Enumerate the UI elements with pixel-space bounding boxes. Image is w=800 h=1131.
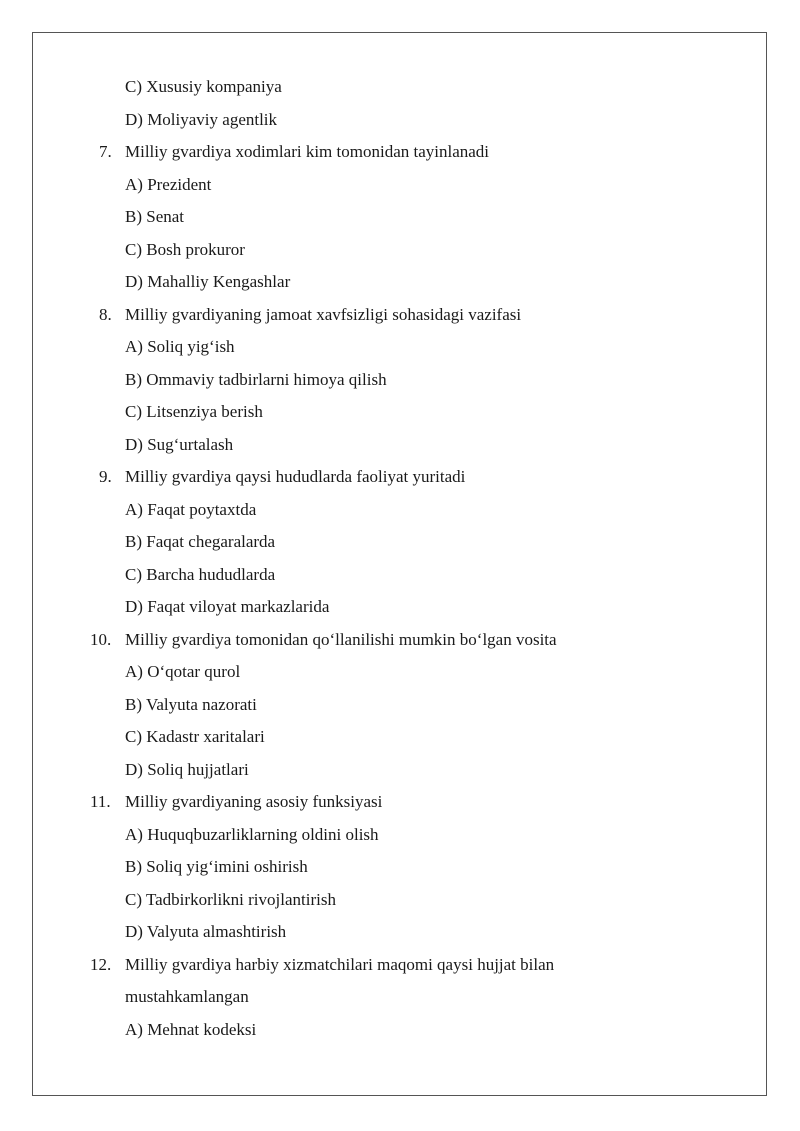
answer-option: D) Moliyaviy agentlik bbox=[125, 109, 278, 129]
question-number: 9. bbox=[99, 467, 112, 486]
answer-option: B) Faqat chegaralarda bbox=[125, 532, 276, 551]
question-line bbox=[0, 624, 800, 657]
answer-option: D) Soliq hujjatlari bbox=[125, 759, 249, 779]
question-line bbox=[0, 949, 800, 982]
question-text-continuation: mustahkamlangan bbox=[125, 987, 249, 1006]
answer-option: B) Valyuta nazorati bbox=[125, 694, 257, 714]
question-text: Milliy gvardiya qaysi hududlarda faoliyat yuritadi bbox=[125, 467, 466, 486]
question-line bbox=[0, 786, 800, 819]
question-text: Milliy gvardiya xodimlari kim tomonidan tayinlanadi bbox=[125, 142, 490, 161]
answer-option: C) Bosh prokuror bbox=[125, 239, 245, 259]
answer-option: B) Ommaviy tadbirlarni himoya qilish bbox=[125, 369, 387, 389]
answer-option: C) Barcha hududlarda bbox=[125, 564, 276, 584]
question-line bbox=[0, 136, 800, 169]
question-number: 10. bbox=[90, 629, 112, 649]
answer-option: A) Mehnat kodeksi bbox=[125, 1019, 257, 1039]
answer-option: A) Prezident bbox=[125, 174, 212, 194]
question-line bbox=[0, 461, 800, 494]
answer-option: C) Kadastr xaritalari bbox=[125, 727, 265, 746]
answer-option: C) Xususiy kompaniya bbox=[125, 77, 282, 96]
question-text: Milliy gvardiyaning asosiy funksiyasi bbox=[125, 792, 383, 811]
answer-option: B) Soliq yig‘imini oshirish bbox=[125, 857, 308, 876]
answer-option: C) Tadbirkorlikni rivojlantirish bbox=[125, 889, 336, 909]
question-text: Milliy gvardiya harbiy xizmatchilari maqomi qaysi hujjat bilan bbox=[125, 954, 555, 974]
document-body bbox=[0, 71, 800, 1046]
answer-option: D) Mahalliy Kengashlar bbox=[125, 272, 291, 291]
question-text: Milliy gvardiya tomonidan qo‘llanilishi mumkin bo‘lgan vosita bbox=[125, 629, 557, 649]
question-number: 12. bbox=[90, 954, 112, 974]
answer-option: A) O‘qotar qurol bbox=[125, 662, 241, 681]
answer-option: C) Litsenziya berish bbox=[125, 402, 263, 421]
question-line bbox=[0, 299, 800, 332]
answer-option: A) Soliq yig‘ish bbox=[125, 337, 235, 356]
answer-option: D) Sug‘urtalash bbox=[125, 434, 234, 454]
answer-option: A) Faqat poytaxtda bbox=[125, 499, 257, 519]
answer-option: D) Faqat viloyat markazlarida bbox=[125, 597, 330, 616]
question-number: 8. bbox=[99, 304, 112, 324]
answer-option: A) Huquqbuzarliklarning oldini olish bbox=[125, 824, 379, 844]
question-number: 7. bbox=[99, 142, 112, 161]
question-text: Milliy gvardiyaning jamoat xavfsizligi sohasidagi vazifasi bbox=[125, 304, 522, 324]
question-number: 11. bbox=[90, 792, 111, 811]
answer-option: D) Valyuta almashtirish bbox=[125, 922, 287, 941]
answer-option: B) Senat bbox=[125, 207, 185, 226]
